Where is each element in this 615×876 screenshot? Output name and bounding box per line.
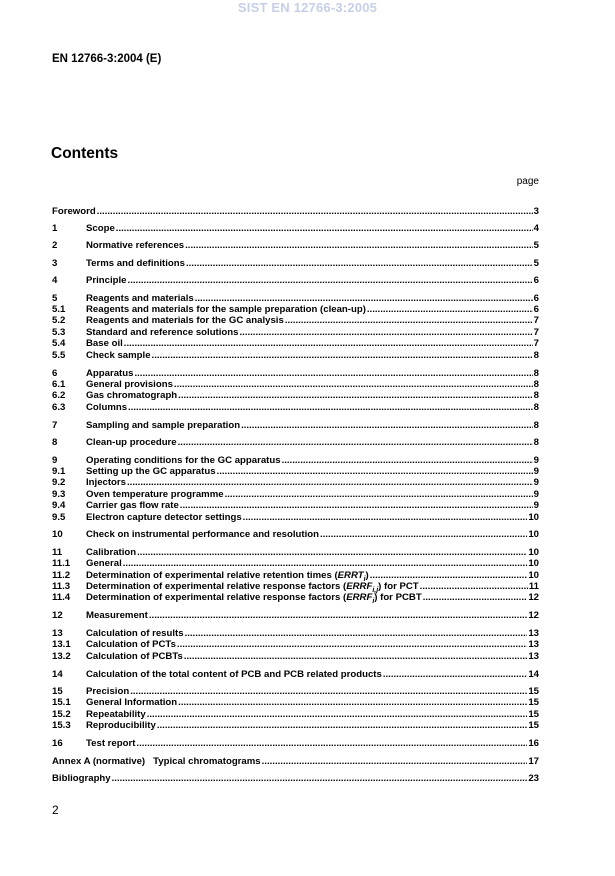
toc-entry[interactable] xyxy=(52,390,539,401)
toc-title: Setting up the GC apparatus xyxy=(86,466,216,477)
toc-title: Check on instrumental performance and resolution xyxy=(86,529,319,540)
toc-title: General Information xyxy=(86,697,178,708)
toc-number: 15.1 xyxy=(52,697,71,708)
toc-entry-annex[interactable] xyxy=(52,756,539,767)
toc-page: 13 xyxy=(528,651,539,662)
toc-page: 6 xyxy=(533,293,539,304)
toc-number: 2 xyxy=(52,240,58,251)
toc-page: 3 xyxy=(533,206,539,217)
contents-heading: Contents xyxy=(51,145,119,162)
toc-entry[interactable] xyxy=(52,669,539,680)
toc-number: 3 xyxy=(52,258,58,269)
toc-number: 9.4 xyxy=(52,500,66,511)
toc-title: Standard and reference solutions xyxy=(86,327,239,338)
toc-title: Columns xyxy=(86,402,128,413)
toc-number: 6 xyxy=(52,368,58,379)
toc-title: Calibration xyxy=(86,547,137,558)
toc-number: 7 xyxy=(52,420,58,431)
toc-title: Determination of experimental relative retention times $(ERRT_i)$ xyxy=(86,570,369,583)
toc-page: 10 xyxy=(528,547,539,558)
page-column-label: page xyxy=(516,176,539,187)
toc-entry[interactable] xyxy=(52,512,539,523)
toc-page: 9 xyxy=(533,477,539,488)
toc-entry[interactable] xyxy=(52,610,539,621)
document-id: EN 12766-3:2004 (E) xyxy=(52,53,162,65)
toc-entry[interactable] xyxy=(52,437,539,448)
toc-entry[interactable] xyxy=(52,315,539,326)
toc-page: 10 xyxy=(528,529,539,540)
toc-number: 4 xyxy=(52,275,58,286)
toc-title: Carrier gas flow rate xyxy=(86,500,179,511)
toc-number: 12 xyxy=(52,610,63,621)
toc-title: Principle xyxy=(86,275,127,286)
toc-number: 9.2 xyxy=(52,477,66,488)
toc-title: Foreword xyxy=(52,206,96,217)
toc-title: Reproducibility xyxy=(86,720,156,731)
toc-number: 11.3 xyxy=(52,581,71,592)
toc-page: 23 xyxy=(528,773,539,784)
toc-entry[interactable] xyxy=(52,368,539,379)
toc-page: 8 xyxy=(533,350,539,361)
toc-number: 6.1 xyxy=(52,379,66,390)
toc-page: 7 xyxy=(533,315,539,326)
toc-page: 8 xyxy=(533,437,539,448)
toc-entry-foreword[interactable] xyxy=(52,206,539,217)
toc-page: 15 xyxy=(528,720,539,731)
toc-title: Precision xyxy=(86,686,130,697)
toc-entry[interactable] xyxy=(52,304,539,315)
toc-title: Injectors xyxy=(86,477,126,488)
toc-entry-bibliography[interactable] xyxy=(52,773,539,784)
toc-number: 15 xyxy=(52,686,63,697)
toc-page: 6 xyxy=(533,304,539,315)
toc-entry[interactable] xyxy=(52,628,539,639)
toc-number: 5.2 xyxy=(52,315,66,326)
toc-entry[interactable] xyxy=(52,720,539,731)
toc-number: 11.1 xyxy=(52,558,71,569)
toc-page: 8 xyxy=(533,420,539,431)
toc-page: 7 xyxy=(533,327,539,338)
toc-entry[interactable] xyxy=(52,686,539,697)
toc-title: Reagents and materials xyxy=(86,293,194,304)
toc-page: 5 xyxy=(533,240,539,251)
toc-number: 13 xyxy=(52,628,63,639)
toc-title: Base oil xyxy=(86,338,123,349)
toc-entry[interactable] xyxy=(52,379,539,390)
toc-page: 8 xyxy=(533,379,539,390)
toc-number: 8 xyxy=(52,437,58,448)
toc-entry[interactable] xyxy=(52,697,539,708)
toc-title: Scope xyxy=(86,223,115,234)
toc-entry[interactable] xyxy=(52,293,539,304)
toc-page: 15 xyxy=(528,697,539,708)
toc-entry[interactable] xyxy=(52,547,539,558)
toc-title: Calculation of PCTs xyxy=(86,639,176,650)
toc-number: 5.4 xyxy=(52,338,66,349)
toc-number: 5.1 xyxy=(52,304,66,315)
toc-title: Gas chromatograph xyxy=(86,390,178,401)
toc-title: Check sample xyxy=(86,350,151,361)
toc-page: 10 xyxy=(528,570,539,581)
toc-page: 8 xyxy=(533,368,539,379)
toc-title: General provisions xyxy=(86,379,173,390)
toc-title: Reagents and materials for the sample preparation (clean-up) xyxy=(86,304,366,315)
toc-page: 16 xyxy=(528,738,539,749)
toc-page: 17 xyxy=(528,756,539,767)
toc-entry[interactable] xyxy=(52,402,539,413)
toc-number: 11.4 xyxy=(52,592,71,603)
toc-title: Terms and definitions xyxy=(86,258,185,269)
toc-page: 10 xyxy=(528,512,539,523)
toc-number: 6.2 xyxy=(52,390,66,401)
toc-page: 13 xyxy=(528,628,539,639)
toc-number: 5 xyxy=(52,293,58,304)
toc-page: 14 xyxy=(528,669,539,680)
toc-entry[interactable] xyxy=(52,558,539,569)
toc-title: Apparatus xyxy=(86,368,134,379)
toc-title: Oven temperature programme xyxy=(86,489,224,500)
toc-number: 11.2 xyxy=(52,570,71,581)
toc-title: Clean-up procedure xyxy=(86,437,177,448)
toc-entry[interactable] xyxy=(52,639,539,650)
page-number: 2 xyxy=(52,803,59,817)
toc-page: 4 xyxy=(533,223,539,234)
toc-entry[interactable] xyxy=(52,420,539,431)
toc-number: 6.3 xyxy=(52,402,66,413)
toc-entry[interactable] xyxy=(52,592,539,607)
toc-title: Determination of experimental relative response factors $(ERRF_i)$ for PCBT xyxy=(86,592,422,605)
toc-page: 6 xyxy=(533,275,539,286)
toc-entry[interactable] xyxy=(52,223,539,234)
toc-title: Calculation of the total content of PCB and PCB related products xyxy=(86,669,382,680)
toc-entry[interactable] xyxy=(52,240,539,251)
toc-entry[interactable] xyxy=(52,455,539,466)
toc-page: 9 xyxy=(533,466,539,477)
toc-page: 7 xyxy=(533,338,539,349)
toc-number: 11 xyxy=(52,547,63,558)
toc-title: Sampling and sample preparation xyxy=(86,420,241,431)
toc-title: Operating conditions for the GC apparatus xyxy=(86,455,281,466)
toc-title: Annex A (normative) Typical chromatograms xyxy=(52,756,261,767)
toc-number: 9.3 xyxy=(52,489,66,500)
toc-page: 9 xyxy=(533,455,539,466)
toc-page: 12 xyxy=(528,610,539,621)
toc-page: 5 xyxy=(533,258,539,269)
toc-number: 5.3 xyxy=(52,327,66,338)
toc-entry[interactable] xyxy=(52,258,539,269)
toc-entry[interactable] xyxy=(52,529,539,540)
toc-number: 13.1 xyxy=(52,639,71,650)
toc-entry[interactable] xyxy=(52,350,539,361)
toc-title: Determination of experimental relative response factors $(ERRF_{i,j})$ for PCT xyxy=(86,581,419,594)
toc-number: 13.2 xyxy=(52,651,71,662)
toc-title: Calculation of results xyxy=(86,628,184,639)
toc-entry[interactable] xyxy=(52,500,539,511)
toc-entry[interactable] xyxy=(52,338,539,349)
toc-title: Normative references xyxy=(86,240,185,251)
toc-number: 9 xyxy=(52,455,58,466)
watermark: SIST EN 12766-3:2005 xyxy=(237,0,378,15)
toc-entry[interactable] xyxy=(52,477,539,488)
toc-number: 16 xyxy=(52,738,63,749)
toc-number: 14 xyxy=(52,669,63,680)
toc-entry[interactable] xyxy=(52,651,539,662)
toc-number: 15.3 xyxy=(52,720,71,731)
toc-page: 13 xyxy=(528,639,539,650)
toc-title: Electron capture detector settings xyxy=(86,512,242,523)
toc-title: Test report xyxy=(86,738,136,749)
toc-page: 11 xyxy=(528,581,539,592)
toc-page: 8 xyxy=(533,390,539,401)
toc-title: Reagents and materials for the GC analysis xyxy=(86,315,284,326)
toc-page: 9 xyxy=(533,489,539,500)
toc-entry[interactable] xyxy=(52,489,539,500)
toc-number: 10 xyxy=(52,529,63,540)
toc-page: 15 xyxy=(528,686,539,697)
toc-number: 9.5 xyxy=(52,512,66,523)
toc-title: General xyxy=(86,558,122,569)
toc-title: Bibliography xyxy=(52,773,111,784)
toc-entry[interactable] xyxy=(52,709,539,720)
toc-entry[interactable] xyxy=(52,466,539,477)
toc-number: 5.5 xyxy=(52,350,66,361)
toc-number: 15.2 xyxy=(52,709,71,720)
toc-title: Repeatability xyxy=(86,709,146,720)
toc-entry[interactable] xyxy=(52,738,539,749)
toc-entry[interactable] xyxy=(52,327,539,338)
toc-page: 9 xyxy=(533,500,539,511)
toc-title: Calculation of PCBTs xyxy=(86,651,183,662)
toc-number: 9.1 xyxy=(52,466,66,477)
toc-entry[interactable] xyxy=(52,275,539,286)
toc-page: 15 xyxy=(528,709,539,720)
toc-number: 1 xyxy=(52,223,58,234)
toc-page: 12 xyxy=(528,592,539,603)
toc-page: 8 xyxy=(533,402,539,413)
toc-page: 10 xyxy=(528,558,539,569)
toc-title: Measurement xyxy=(86,610,148,621)
